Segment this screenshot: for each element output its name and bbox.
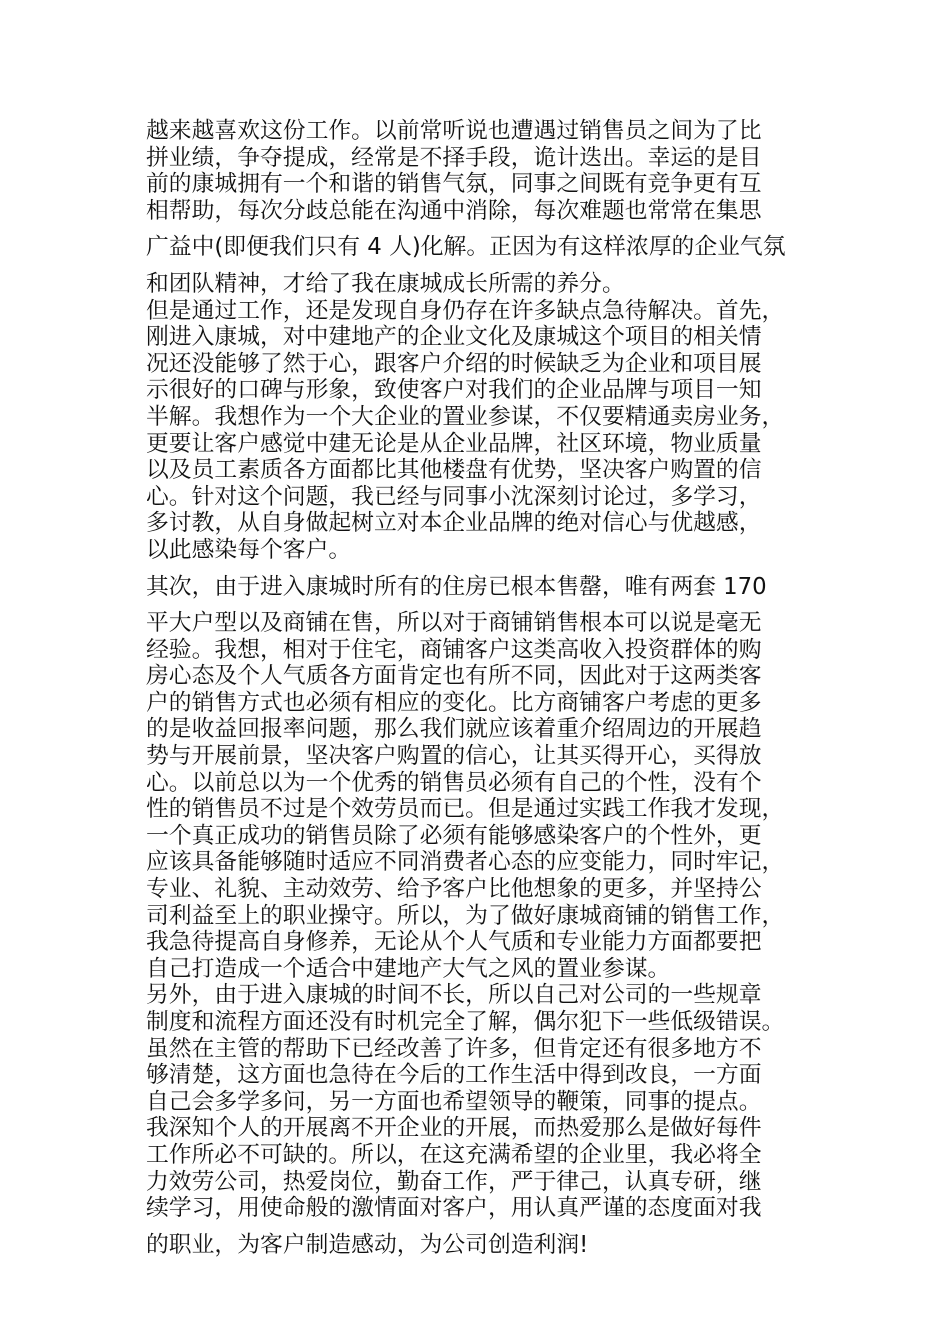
text-line: 自己打造成一个适合中建地产大气之风的置业参谋。 <box>146 955 671 982</box>
text-line: 性的销售员不过是个效劳员而已。但是通过实践工作我才发现， <box>146 796 785 823</box>
text-line: 我急待提高自身修养，无论从个人气质和专业能力方面都要把 <box>146 929 762 956</box>
text-line: 力效劳公司，热爱岗位，勤奋工作，严于律己，认真专研，继 <box>146 1168 762 1195</box>
text-line: 续学习，用使命般的激情面对客户，用认真严谨的态度面对我 <box>146 1195 762 1222</box>
text-line: 越来越喜欢这份工作。以前常听说也遭遇过销售员之间为了比 <box>146 118 762 144</box>
text-line: 工作所必不可缺的。所以，在这充满希望的企业里，我必将全 <box>146 1141 762 1168</box>
document-body <box>146 118 818 1258</box>
text-line: 自己会多学多问，另一方面也希望领导的鞭策，同事的提点。 <box>146 1088 762 1115</box>
paragraph <box>146 1115 818 1258</box>
text-line: 半解。我想作为一个大企业的置业参谋，不仅要精通卖房业务， <box>146 403 785 430</box>
text-line: 其次，由于进入康城时所有的住房已根本售罄，唯有两套 170 <box>146 573 767 600</box>
paragraph <box>146 982 818 1115</box>
text-line: 制度和流程方面还没有时机完全了解，偶尔犯下一些低级错误。 <box>146 1009 785 1035</box>
text-line: 应该具备能够随时适应不同消费者心态的应变能力，同时牢记， <box>146 849 785 876</box>
text-line: 平大户型以及商铺在售，所以对于商铺销售根本可以说是毫无 <box>146 610 762 637</box>
text-line: 虽然在主管的帮助下已经改善了许多，但肯定还有很多地方不 <box>146 1035 762 1062</box>
text-line: 司利益至上的职业操守。所以，为了做好康城商铺的销售工作， <box>146 902 785 929</box>
paragraph <box>146 118 818 298</box>
text-line: 势与开展前景，坚决客户购置的信心，让其买得开心，买得放 <box>146 743 762 770</box>
text-line: 拼业绩，争夺提成，经常是不择手段，诡计迭出。幸运的是目 <box>146 144 762 171</box>
text-line: 和团队精神，才给了我在康城成长所需的养分。 <box>146 270 625 297</box>
text-line: 多讨教，从自身做起树立对本企业品牌的绝对信心与优越感， <box>146 510 762 537</box>
paragraph <box>146 298 818 564</box>
text-line: 但是通过工作，还是发现自身仍存在许多缺点急待解决。首先， <box>146 297 785 324</box>
text-line: 专业、礼貌、主动效劳、给予客户比他想象的更多，并坚持公 <box>146 876 762 903</box>
text-line: 一个真正成功的销售员除了必须有能够感染客户的个性外，更 <box>146 822 762 849</box>
text-line: 以此感染每个客户。 <box>146 536 352 563</box>
text-line: 更要让客户感觉中建无论是从企业品牌，社区环境，物业质量 <box>146 430 762 457</box>
paragraph <box>146 574 818 983</box>
text-line: 心。针对这个问题，我已经与同事小沈深刻讨论过，多学习， <box>146 483 762 510</box>
text-line: 经验。我想，相对于住宅，商铺客户这类高收入投资群体的购 <box>146 636 762 663</box>
text-line: 示很好的口碑与形象，致使客户对我们的企业品牌与项目一知 <box>146 377 762 404</box>
text-line: 的是收益回报率问题，那么我们就应该着重介绍周边的开展趋 <box>146 716 762 743</box>
text-line: 我深知个人的开展离不开企业的开展，而热爱那么是做好每件 <box>146 1115 762 1142</box>
text-line: 够清楚，这方面也急待在今后的工作生活中得到改良，一方面 <box>146 1062 762 1089</box>
text-line: 户的销售方式也必须有相应的变化。比方商铺客户考虑的更多 <box>146 689 762 716</box>
text-line: 另外，由于进入康城的时间不长，所以自己对公司的一些规章 <box>146 982 762 1009</box>
text-line: 心。以前总以为一个优秀的销售员必须有自己的个性，没有个 <box>146 769 762 796</box>
text-line: 以及员工素质各方面都比其他楼盘有优势，坚决客户购置的信 <box>146 457 762 484</box>
text-line: 前的康城拥有一个和谐的销售气氛，同事之间既有竞争更有互 <box>146 171 762 198</box>
text-line: 况还没能够了然于心，跟客户介绍的时候缺乏为企业和项目展 <box>146 350 762 377</box>
text-line: 房心态及个人气质各方面肯定也有所不同，因此对于这两类客 <box>146 663 762 690</box>
text-line: 相帮助，每次分歧总能在沟通中消除，每次难题也常常在集思 <box>146 197 762 224</box>
text-line: 广益中(即便我们只有 4 人)化解。正因为有这样浓厚的企业气氛 <box>146 234 786 261</box>
text-line: 的职业，为客户制造感动，为公司创造利润! <box>146 1231 589 1258</box>
text-line: 刚进入康城，对中建地产的企业文化及康城这个项目的相关情 <box>146 324 762 351</box>
